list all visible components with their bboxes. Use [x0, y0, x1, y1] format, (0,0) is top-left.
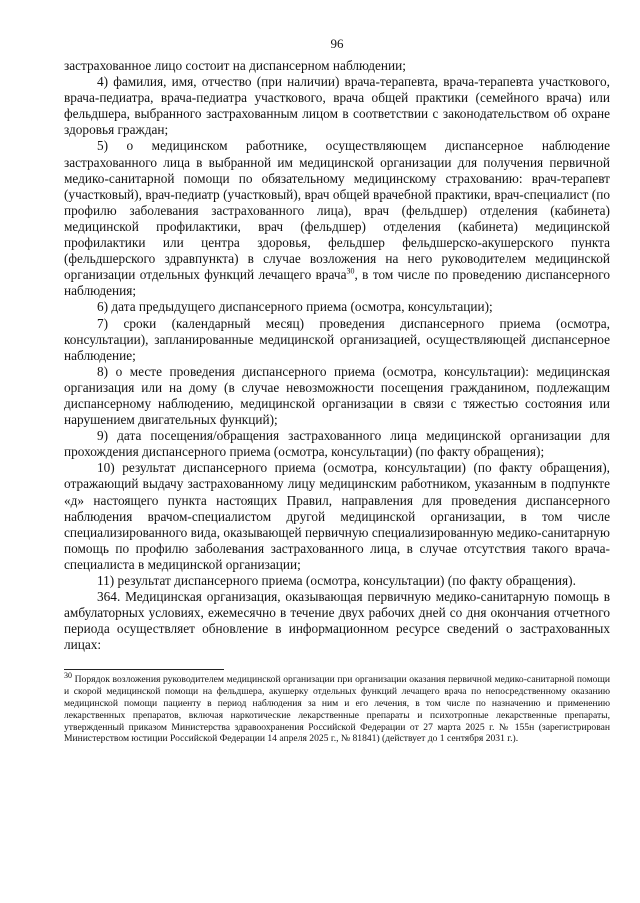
- footnote: [64, 671, 610, 745]
- paragraph-364: 364. Медицинская организация, оказывающая первичную медико-санитарную помощь в амбулаторных условиях, ежемесячно в течение двух рабочих дней со дня окончания отчетного периода осуществляет обновление в информационном ресурсе сведений о застрахованных лицах:: [64, 589, 610, 653]
- document-body: [64, 58, 610, 653]
- list-item-9: 9) дата посещения/обращения застрахованного лица медицинской организации для прохождения диспансерного приема (осмотра, консультации) (по факту обращения);: [64, 428, 610, 460]
- list-item-10: 10) результат диспансерного приема (осмотра, консультации) (по факту обращения), отражающий выдачу застрахованному лицу медицинским работником, указанным в подпункте «д» настоящего пункта настоящих Правил, направления для проведения диспансерного наблюдения врачом-специалистом другой медицинской организации, в том числе специализированного вида, оказывающей первичную специализированную медико-санитарную помощь по профилю заболевания застрахованного лица, в случае отсутствия такого врача-специалиста в медицинской организации;: [64, 460, 610, 572]
- footnote-divider: [64, 669, 224, 670]
- paragraph-continuation: застрахованное лицо состоит на диспансерном наблюдении;: [64, 58, 406, 73]
- list-item-4: 4) фамилия, имя, отчество (при наличии) врача-терапевта, врача-терапевта участкового, врача-педиатра, врача-педиатра участкового, врача общей практики (семейного врача) или фельдшера, выбранного застрахованным лицом в соответствии с законодательством об охране здоровья граждан;: [64, 74, 610, 138]
- list-item-11: 11) результат диспансерного приема (осмотра, консультации) (по факту обращения).: [97, 573, 576, 588]
- footnote-reference: 30: [346, 266, 355, 276]
- footnote-30: [64, 671, 610, 745]
- footnote-marker: 30: [64, 671, 72, 681]
- list-item-5-tail: , в том числе по проведению диспансерного наблюдения;: [64, 267, 610, 299]
- page-number: 96: [330, 36, 344, 51]
- footnote-text: Порядок возложения руководителем медицинской организации при организации оказания первичной медико-санитарной помощи и скорой медицинской помощи на фельдшера, акушерку отдельных функций лечащего врача по непосредственному оказанию медицинской помощи пациенту в период наблюдения за ним и его лечения, в том числе по назначению и применению лекарственных препаратов, включая наркотические лекарственные препараты и психотропные лекарственные препараты, утвержденный приказом Министерства здравоохранения Российской Федерации от 27 марта 2025 г. № 155н (зарегистрирован Министерством юстиции Российской Федерации 14 апреля 2025 г., № 81841) (действует до 1 сентября 2031 г.).: [64, 674, 610, 745]
- list-item-5: [64, 138, 610, 299]
- list-item-8: 8) о месте проведения диспансерного приема (осмотра, консультации): медицинская организация или на дому (в случае невозможности посещения гражданином, подлежащим диспансерному наблюдению, медицинской организации в связи с тяжестью состояния или нарушением двигательных функций);: [64, 363, 610, 428]
- list-item-7: 7) сроки (календарный месяц) проведения диспансерного приема (осмотра, консультации), запланированные медицинской организацией, осуществляющей диспансерное наблюдение;: [64, 315, 610, 363]
- list-item-5-text: 5) о медицинском работнике, осуществляющем диспансерное наблюдение застрахованного лица в выбранной им медицинской организации для получения первичной медико-санитарной помощи по обязательному медицинскому страхованию: врач-терапевт (участковый), врач-педиатр (участковый), врач общей врачебной практики, врач-специалист (по профилю заболевания застрахованного лица), врач (фельдшер) отделения (кабинета) медицинской профилактики, врач (фельдшер) отделения (кабинета) медицинской профилактики или центра здоровья, фельдшер фельдшерско-акушерского пункта (фельдшерского здравпункта) в случае возложения на него руководителем медицинской организации отдельных функций лечащего врача: [64, 138, 610, 283]
- list-item-6: 6) дата предыдущего диспансерного приема (осмотра, консультации);: [97, 299, 493, 315]
